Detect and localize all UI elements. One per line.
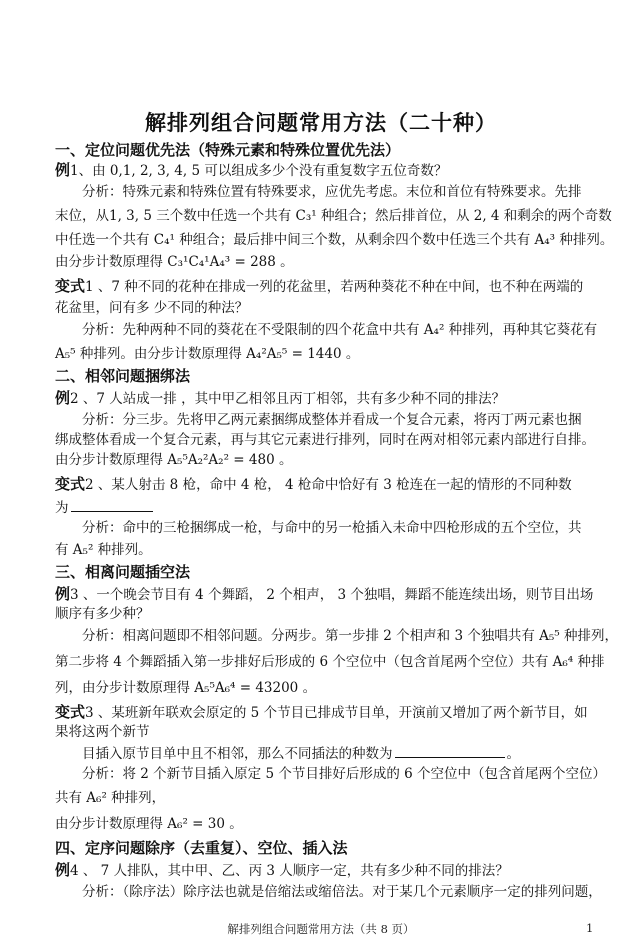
example-text: 4 、 7 人排队，其中甲、乙、丙 3 人顺序一定，共有多少种不同的排法？	[70, 863, 509, 879]
answer-blank	[71, 497, 153, 512]
page-title: 解排列组合问题常用方法（二十种）	[145, 111, 497, 135]
page-number: 1	[586, 921, 594, 935]
analysis-line: 有 A₅² 种排列。	[55, 542, 152, 558]
example-text: 2 、7 人站成一排 ，其中甲乙相邻且丙丁相邻，共有多少种不同的排法？	[70, 391, 506, 407]
analysis-line: 分析：命中的三枪捆绑成一枪，与命中的另一枪插入未命中四枪形成的五个空位，共	[82, 520, 582, 536]
analysis-line: 第二步将 4 个舞蹈插入第一步排好后形成的 6 个空位中（包含首尾两个空位）共有 A₆⁴ 种排	[55, 654, 605, 670]
section-heading-2: 二、相邻问题捆绑法	[55, 367, 191, 385]
section-heading-1: 一、定位问题优先法（特殊元素和特殊位置优先法）	[55, 141, 401, 159]
section-heading-4: 四、定序问题除序（去重复）、空位、插入法	[55, 839, 348, 857]
analysis-line: 末位，从1, 3, 5 三个数中任选一个共有 C₃¹ 种组合；然后排首位，从 2, 4 和剩余的两个奇数	[55, 208, 612, 224]
variant-3	[55, 703, 595, 722]
analysis-line: 分析：（除序法）除序法也就是倍缩法或缩倍法。对于某几个元素顺序一定的排列问题，	[82, 884, 602, 900]
variant-text-cont: 花盆里，问有多 少不同的种法？	[55, 300, 249, 316]
variant-text: 目插入原节目单中且不相邻，那么不同插法的种数为	[82, 746, 393, 762]
analysis-line: 分析：先种两种不同的葵花在不受限制的四个花盒中共有 A₄² 种排列，再种其它葵花有	[82, 322, 598, 338]
example-label: 例	[55, 861, 71, 879]
analysis-line: 共有 A₆² 种排列，	[55, 790, 166, 806]
variant-2	[55, 475, 595, 494]
example-4	[55, 861, 595, 880]
answer-blank	[395, 743, 505, 758]
analysis-line: 中任选一个共有 C₄¹ 种组合；最后排中间三个数，从剩余四个数中任选三个共有 A₄³ 种排列。	[55, 232, 614, 248]
analysis-line: 分析：特殊元素和特殊位置有特殊要求，应优先考虑。末位和首位有特殊要求。先排	[82, 184, 582, 200]
variant-text-cont	[55, 497, 595, 517]
variant-text-end: 。	[506, 746, 520, 762]
analysis-line: 分析：分三步。先将甲乙两元素捆绑成整体并看成一个复合元素，将丙丁两元素也捆	[82, 412, 582, 428]
variant-text: 3 、某班新年联欢会原定的 5 个节目已排成节目单，开演前又增加了两个新节目，如	[85, 705, 588, 721]
analysis-line: 由分步计数原理得 A₅⁵A₂²A₂² = 480 。	[55, 452, 293, 468]
analysis-line: 绑成整体看成一个复合元素，再与其它元素进行排列，同时在两对相邻元素内部进行自排。	[55, 432, 595, 448]
variant-1	[55, 277, 595, 296]
variant-label: 变式	[55, 277, 86, 295]
variant-text: 为	[55, 500, 69, 516]
example-label: 例	[55, 389, 71, 407]
variant-text-cont: 果将这两个新节	[55, 724, 150, 740]
analysis-line: 分析：相离问题即不相邻问题。分两步。第一步排 2 个相声和 3 个独唱共有 A₅⁵ 种排列，	[82, 628, 618, 644]
analysis-line: 列，由分步计数原理得 A₅⁵A₆⁴ = 43200 。	[55, 680, 317, 696]
example-2	[55, 389, 595, 408]
example-text: 3 、一个晚会节目有 4 个舞蹈， 2 个相声， 3 个独唱，舞蹈不能连续出场，则节目出场	[70, 587, 594, 603]
analysis-line: A₅⁵ 种排列。由分步计数原理得 A₄²A₅⁵ = 1440 。	[55, 346, 360, 362]
variant-label: 变式	[55, 475, 86, 493]
analysis-line: 由分步计数原理得 A₆² = 30 。	[55, 816, 243, 832]
analysis-line: 分析：将 2 个新节目插入原定 5 个节目排好后形成的 6 个空位中（包含首尾两个空位）	[82, 766, 607, 782]
variant-label: 变式	[55, 703, 86, 721]
variant-text-cont	[82, 743, 597, 763]
example-1	[55, 161, 595, 180]
analysis-line: 由分步计数原理得 C₃¹C₄¹A₄³ = 288 。	[55, 254, 294, 270]
example-label: 例	[55, 161, 71, 179]
section-heading-3: 三、相离问题插空法	[55, 563, 191, 581]
example-3	[55, 585, 595, 604]
variant-text: 1 、7 种不同的花种在排成一列的花盆里，若两种葵花不种在中间，也不种在两端的	[85, 279, 584, 295]
example-text: 1、由 0,1, 2, 3, 4, 5 可以组成多少个没有重复数字五位奇数？	[70, 163, 448, 179]
example-text-cont: 顺序有多少种？	[55, 606, 150, 622]
variant-text: 2 、某人射击 8 枪，命中 4 枪， 4 枪命中恰好有 3 枪连在一起的情形的不同种数	[85, 477, 572, 493]
page-footer: 解排列组合问题常用方法（共 8 页）	[227, 922, 415, 936]
example-label: 例	[55, 585, 71, 603]
